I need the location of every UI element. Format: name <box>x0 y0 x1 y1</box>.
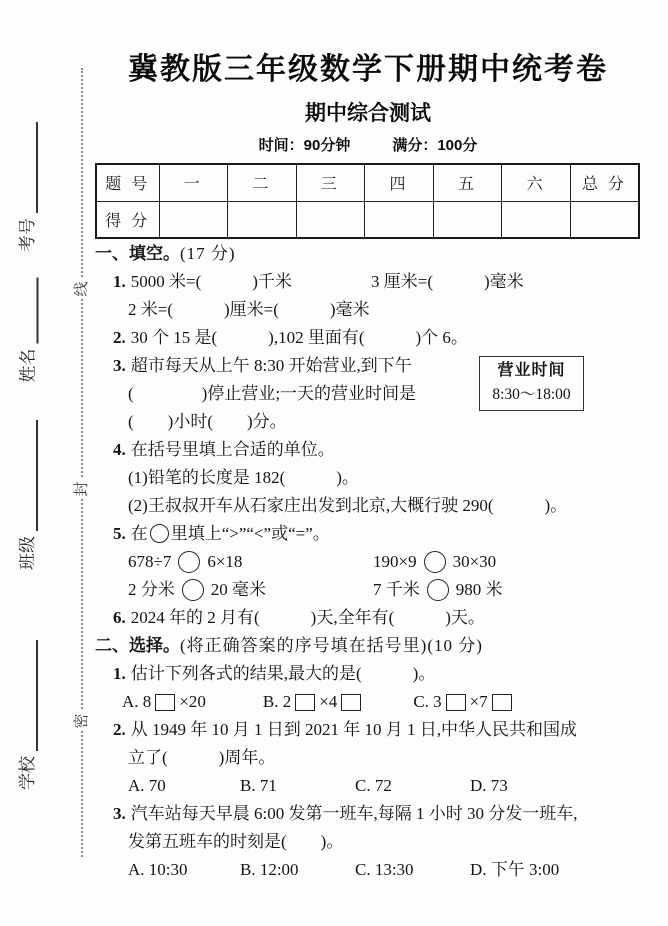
question-number: 2. <box>113 720 126 739</box>
fill-q2 <box>95 324 641 352</box>
question-number: 4. <box>113 440 126 459</box>
blank-box-icon <box>341 694 361 711</box>
fill-q6-text: 2024 年的 2 月有( )天,全年有( )天。 <box>130 608 485 627</box>
choice-option-d: D. 下午 3:00 <box>470 860 560 879</box>
fill-q1-part-c: 2 米=( )厘米=( )毫米 <box>128 300 370 319</box>
compare-pair <box>128 576 373 604</box>
seal-field-label: 班级 <box>18 536 37 570</box>
blank-box-icon <box>295 694 315 711</box>
question-number: 2. <box>113 328 126 347</box>
option-b-pre: B. 2 <box>262 692 292 711</box>
fill-q4 <box>95 436 641 464</box>
score-header-total: 总 分 <box>570 164 639 201</box>
seal-char-xian: 线 <box>71 279 93 299</box>
seal-field-exam-number <box>14 122 38 252</box>
compare-left: 7 千米 <box>373 580 420 599</box>
seal-char-feng: 封 <box>71 479 93 499</box>
exam-info-line <box>95 134 641 155</box>
compare-circle-icon <box>150 524 169 543</box>
blank-box-icon <box>492 694 512 711</box>
compare-right: 20 毫米 <box>210 580 266 599</box>
exam-content <box>95 38 641 884</box>
seal-field-label: 考号 <box>18 218 37 252</box>
fill-q4-sub1-text: (1)铅笔的长度是 182( )。 <box>128 468 359 487</box>
score-cell-empty <box>159 201 228 238</box>
exam-number-blank-line <box>18 122 38 213</box>
question-number: 3. <box>113 356 126 375</box>
score-header-2: 二 <box>228 164 297 201</box>
fill-q5-stem <box>95 520 641 548</box>
class-blank-line <box>18 420 38 531</box>
exam-title: 冀教版三年级数学下册期中统考卷 <box>128 53 608 86</box>
section2-heading-points: (10 分) <box>427 636 483 655</box>
choice-option-c: C. 72 <box>355 776 392 795</box>
choice-q1-text: 估计下列各式的结果,最大的是( )。 <box>130 664 436 683</box>
choice-q3-text2: 发第五班车的时刻是( )。 <box>128 832 344 851</box>
questions-area <box>95 240 641 884</box>
choice-q3-line2 <box>95 828 641 856</box>
section1-heading <box>95 240 641 268</box>
option-a-post: ×20 <box>179 692 206 711</box>
score-header-4: 四 <box>365 164 434 201</box>
section1-heading-points: (17 分) <box>180 244 236 263</box>
option-c-pre: C. 3 <box>413 692 442 711</box>
full-score: 满分：100分 <box>392 137 478 154</box>
seal-char-mi: 密 <box>71 711 93 731</box>
choice-q1-options <box>95 688 641 716</box>
question-number: 5. <box>113 524 126 543</box>
choice-option-b: B. 12:00 <box>240 860 299 879</box>
fill-q4-text: 在括号里填上合适的单位。 <box>130 440 335 459</box>
score-table-header-row <box>96 164 639 201</box>
section1-heading-title: 一、填空。 <box>95 244 180 263</box>
compare-left: 678÷7 <box>128 552 172 571</box>
choice-option-b <box>263 688 365 716</box>
choice-q3-text1: 汽车站每天早晨 6:00 发第一班车,每隔 1 小时 30 分发一班车, <box>130 804 578 823</box>
compare-circle-icon <box>424 551 446 573</box>
fill-q5-row1 <box>95 548 641 576</box>
compare-circle-icon <box>427 579 449 601</box>
choice-q2-text1: 从 1949 年 10 月 1 日到 2021 年 10 月 1 日,中华人民共和国成 <box>130 720 577 739</box>
option-b-mid: ×4 <box>319 692 338 711</box>
option-a-pre: A. 8 <box>122 692 152 711</box>
fill-q3-line3 <box>95 408 641 436</box>
choice-q2-options <box>95 772 641 800</box>
choice-q3-options <box>95 856 641 884</box>
choice-q2-line1 <box>95 716 641 744</box>
fill-q4-sub2-text: (2)王叔叔开车从石家庄出发到北京,大概行驶 290( )。 <box>128 496 568 515</box>
fill-q1-part-a: 5000 米=( )千米 <box>130 272 292 291</box>
score-header-timu: 题 号 <box>96 164 159 201</box>
business-hours-box <box>479 356 584 411</box>
score-row-label: 得 分 <box>96 201 159 238</box>
score-cell-empty <box>296 201 365 238</box>
fill-q1-part-b: 3 厘米=( )毫米 <box>371 272 524 291</box>
score-header-1: 一 <box>159 164 228 201</box>
seal-dotted-line <box>81 68 83 857</box>
fill-q5-row2 <box>95 576 641 604</box>
fill-q5-stem-pre: 在 <box>130 524 148 543</box>
seal-field-school <box>14 640 38 790</box>
fill-q3-text1: 超市每天从上午 8:30 开始营业,到下午 <box>130 356 412 375</box>
choice-option-c <box>413 688 515 716</box>
choice-option-a: A. 10:30 <box>128 860 188 879</box>
blank-box-icon <box>155 694 175 711</box>
question-number: 6. <box>113 608 126 627</box>
business-hours-time: 8:30～18:00 <box>492 386 571 403</box>
score-cell-empty <box>502 201 571 238</box>
section2-heading-title: 二、选择。 <box>95 636 180 655</box>
fill-q5-stem-post: 里填上“>”“<”或“=”。 <box>170 524 330 543</box>
score-header-5: 五 <box>433 164 502 201</box>
compare-left: 2 分米 <box>128 580 175 599</box>
fill-q6 <box>95 604 641 632</box>
name-blank-line <box>19 278 39 344</box>
fill-q2-text: 30 个 15 是( ),102 里面有( )个 6。 <box>130 328 468 347</box>
choice-q2-text2: 立了( )周年。 <box>128 748 276 767</box>
compare-right: 6×18 <box>207 552 243 571</box>
compare-pair <box>373 576 503 604</box>
fill-q3-block <box>95 352 641 436</box>
seal-field-label: 学校 <box>18 756 37 790</box>
section2-heading <box>95 632 641 660</box>
question-number: 3. <box>113 804 126 823</box>
choice-q3-line1 <box>95 800 641 828</box>
seal-field-name <box>15 278 39 383</box>
fill-q1-line2 <box>95 296 641 324</box>
fill-q3-text3: ( )小时( )分。 <box>128 412 287 431</box>
fill-q4-sub2 <box>95 492 641 520</box>
compare-right: 30×30 <box>452 552 497 571</box>
question-number: 1. <box>113 272 126 291</box>
choice-option-c: C. 13:30 <box>355 860 414 879</box>
score-cell-empty <box>433 201 502 238</box>
section2-heading-note: (将正确答案的序号填在括号里) <box>180 636 428 655</box>
score-table-score-row <box>96 201 639 238</box>
score-table <box>95 163 640 239</box>
choice-option-a: A. 70 <box>128 776 166 795</box>
score-cell-empty <box>570 201 639 238</box>
choice-option-b: B. 71 <box>240 776 277 795</box>
compare-circle-icon <box>182 579 204 601</box>
score-cell-empty <box>228 201 297 238</box>
compare-pair <box>128 548 373 576</box>
score-header-3: 三 <box>296 164 365 201</box>
choice-option-d: D. 73 <box>470 776 508 795</box>
fill-q3-text2: ( )停止营业;一天的营业时间是 <box>128 384 417 403</box>
score-header-6: 六 <box>502 164 571 201</box>
seal-field-label: 姓名 <box>18 348 38 383</box>
compare-right: 980 米 <box>455 580 503 599</box>
score-cell-empty <box>365 201 434 238</box>
business-hours-title: 营业时间 <box>497 362 566 379</box>
question-number: 1. <box>113 664 126 683</box>
school-blank-line <box>18 640 38 751</box>
choice-option-a <box>122 688 206 716</box>
fill-q1-line1 <box>95 268 641 296</box>
compare-circle-icon <box>178 551 200 573</box>
time-limit: 时间：90分钟 <box>258 137 351 154</box>
exam-subtitle: 期中综合测试 <box>305 102 431 125</box>
compare-pair <box>373 548 496 576</box>
choice-q1-stem <box>95 660 641 688</box>
seal-field-class <box>14 420 38 570</box>
choice-q2-line2 <box>95 744 641 772</box>
compare-left: 190×9 <box>373 552 417 571</box>
option-c-mid: ×7 <box>469 692 488 711</box>
fill-q4-sub1 <box>95 464 641 492</box>
blank-box-icon <box>446 694 466 711</box>
